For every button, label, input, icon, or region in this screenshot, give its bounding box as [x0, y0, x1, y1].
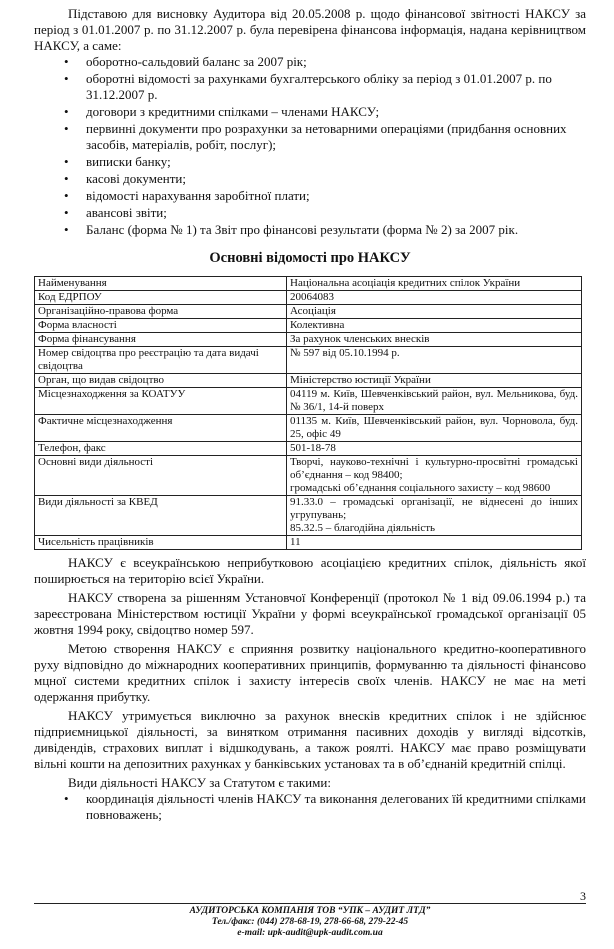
footer-phone: Тел./факс: (044) 278-68-19, 278-66-68, 279-22-45 [211, 917, 409, 927]
list-item: • відомості нарахування заробітної плати; [64, 188, 310, 203]
list-item: • оборотно-сальдовий баланс за 2007 рік; [64, 54, 307, 69]
intro-paragraph: Підставою для висновку Аудитора від 20.05.2008 р. щодо фінансової звітності НАКСУ за період з 01.01.2007 р. по 31.12.2007 р. була перевірена фінансова інформація, надана керівництвом НАКСУ, а саме: [34, 6, 586, 53]
page-footer [34, 889, 586, 939]
table-row: Чисельність працівників 11 [35, 536, 582, 550]
table-row: Види діяльності за КВЕД 91.33.0 – громадські організації, не віднесені до інших угрупувань; 85.32.5 – благодійна діяльність [35, 496, 582, 536]
body-paragraph: Метою створення НАКСУ є сприяння розвитку національного кредитно-кооперативного руху відповідно до міжнародних кооперативних принципів, формуванню та діяльності фінансово мцної системи кредитних спілок і захисту інтересів своїх членів. НАКСУ не має на меті одержання прибутку. [34, 641, 586, 704]
info-table [34, 276, 582, 550]
body-paragraph: НАКСУ є всеукраїнською неприбутковою асоціацією кредитних спілок, діяльність якої поширюється на територію всієї України. [34, 555, 586, 586]
body-paragraph: Види діяльності НАКСУ за Статутом є такими: [68, 775, 331, 790]
list-item: • договори з кредитними спілками – членами НАКСУ; [64, 104, 380, 119]
list-item: • первинні документи про розрахунки за нетоварними операціями (придбання основних засобів, матеріалів, робіт, послуг); [64, 121, 567, 152]
list-item: • координація діяльності членів НАКСУ та виконання делегованих їй кредитними спілками повноважень; [64, 791, 586, 822]
documents-list [34, 54, 586, 238]
list-item: • виписки банку; [64, 154, 171, 169]
table-row: Найменування Національна асоціація кредитних спілок України [35, 277, 582, 291]
list-item: • оборотні відомості за рахунками бухгалтерського обліку за період з 01.01.2007 р. по 31.12.2007 р. [64, 71, 552, 102]
footer-company: АУДИТОРСЬКА КОМПАНІЯ ТОВ “УПК – АУДИТ ЛТД” [189, 906, 431, 916]
list-item: • авансові звіти; [64, 205, 167, 220]
bullet-icon: • [64, 791, 69, 806]
kved-line: 85.32.5 – благодійна діяльність [290, 522, 436, 534]
bullet-icon: • [64, 104, 69, 119]
body-paragraph: НАКСУ утримується виключно за рахунок внесків кредитних спілок і не здійснює підприємницької діяльності, за винятком отримання пасивних доходів у вигляді відсотків, дивідендів, страхових виплат і відшкодувань, а також роялті. НАКСУ має право розміщувати вільні кошти на депозитних рахунках у банківських установах та в об’єднаній кредитній спілці. [34, 708, 586, 771]
page-number: 3 [580, 889, 586, 903]
section-title: Основні відомості про НАКСУ [209, 250, 411, 266]
table-row: Організаційно-правова форма Асоціація [35, 305, 582, 319]
footer-divider [34, 903, 586, 904]
table-row: Основні види діяльності Творчі, науково-технічні і культурно-просвітні громадські об’єднання – код 98400; громадські об’єднання соціального захисту – код 98600 [35, 456, 582, 496]
activity-line: громадські об’єднання соціального захисту – код 98600 [290, 482, 551, 494]
table-row: Фактичне місцезнаходження 01135 м. Київ, Шевченківський район, вул. Чорновола, буд. 25, офіс 49 [35, 415, 582, 442]
footer-email: e-mail: upk-audit@upk-audit.com.ua [237, 928, 383, 938]
bullet-icon: • [64, 205, 69, 220]
bullet-icon: • [64, 222, 69, 237]
table-row: Телефон, факс 501-18-78 [35, 442, 582, 456]
body-text [34, 555, 586, 823]
table-row: Форма власності Колективна [35, 319, 582, 333]
bullet-icon: • [64, 171, 69, 186]
activity-list [34, 791, 586, 823]
bullet-icon: • [64, 121, 69, 136]
activity-line: Творчі, науково-технічні і культурно-просвітні громадські об’єднання – код 98400; [290, 456, 578, 481]
list-item: • Баланс (форма № 1) та Звіт про фінансові результати (форма № 2) за 2007 рік. [64, 222, 519, 237]
body-paragraph: НАКСУ створена за рішенням Установчої Конференції (протокол № 1 від 09.06.1994 р.) та зареєстрована Міністерством юстиції України у формі всеукраїнської громадської організації 05 жовтня 1994 року, свідоцтво номер 597. [34, 590, 586, 637]
list-item: • касові документи; [64, 171, 186, 186]
bullet-icon: • [64, 154, 69, 169]
table-row: Код ЕДРПОУ 20064083 [35, 291, 582, 305]
bullet-icon: • [64, 188, 69, 203]
table-row: Орган, що видав свідоцтво Міністерство юстиції України [35, 374, 582, 388]
table-row: Форма фінансування За рахунок членських внесків [35, 333, 582, 347]
kved-line: 91.33.0 – громадські організації, не віднесені до інших угрупувань; [290, 496, 578, 521]
table-row: Номер свідоцтва про реєстрацію та дата видачі свідоцтва № 597 від 05.10.1994 р. [35, 347, 582, 374]
table-row: Місцезнаходження за КОАТУУ 04119 м. Київ, Шевченківський район, вул. Мельникова, буд. № 36/1, 14-й поверх [35, 388, 582, 415]
bullet-icon: • [64, 71, 69, 86]
bullet-icon: • [64, 54, 69, 69]
